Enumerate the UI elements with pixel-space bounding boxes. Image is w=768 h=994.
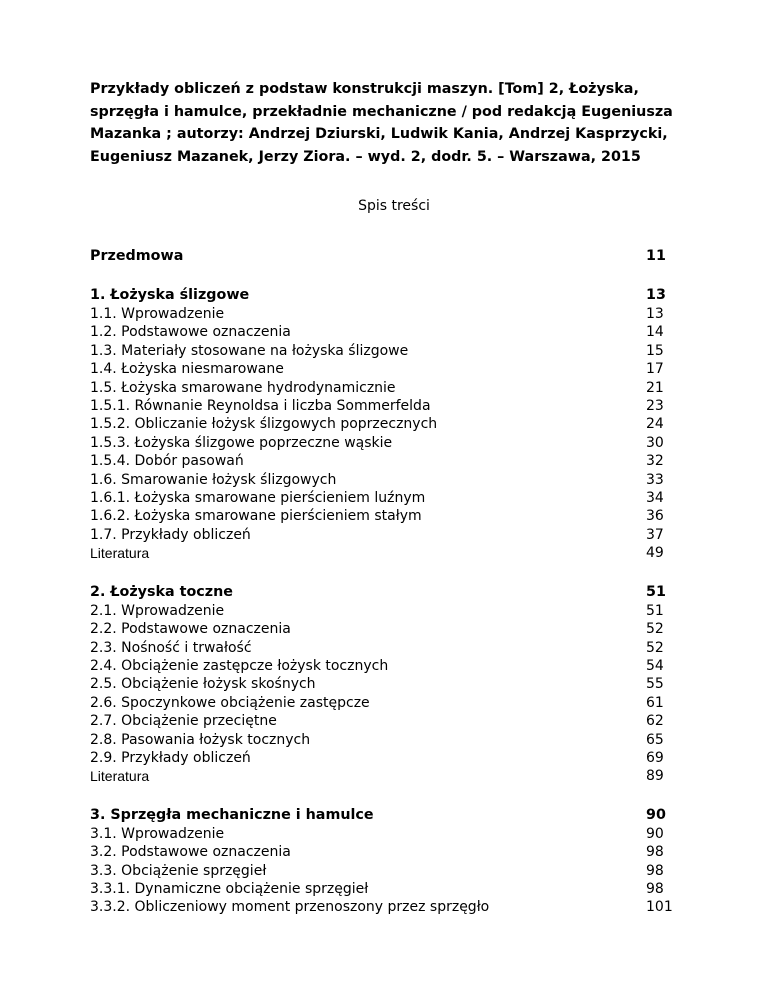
toc-entry	[90, 712, 690, 730]
toc-entry-page: 98	[646, 844, 664, 861]
toc-entry-label: 1.5. Łożyska smarowane hydrodynamicznie	[90, 379, 396, 396]
toc-entry-label: 3.2. Podstawowe oznaczenia	[90, 844, 291, 861]
toc-entry	[90, 825, 690, 843]
toc-chapter-page: 51	[646, 583, 666, 600]
bibliographic-description: Przykłady obliczeń z podstaw konstrukcji maszyn. [Tom] 2, Łożyska, sprzęgła i hamulce, przekładnie mechaniczne / pod redakcją Eugeniusza Mazanka ; autorzy: Andrzej Dziurski, Ludwik Kania, Andrzej Kasprzycki, Eugeniusz Mazanek, Jerzy Ziora. – wyd. 2, dodr. 5. – Warszawa, 2015	[90, 81, 673, 165]
toc-chapters	[90, 285, 690, 917]
toc-entry-page: 30	[646, 434, 664, 451]
toc-entry-label: 2.4. Obciążenie zastępcze łożysk tocznych	[90, 657, 389, 674]
toc-preface-label: Przedmowa	[90, 248, 184, 264]
toc-entry-page: 52	[646, 621, 664, 638]
toc-chapter-heading	[90, 582, 690, 602]
toc-literature-page: 89	[646, 768, 664, 785]
toc-entry-page: 62	[646, 713, 664, 730]
toc-entry-label: 1.6.2. Łożyska smarowane pierścieniem stałym	[90, 508, 422, 525]
toc-entry-page: 61	[646, 694, 664, 711]
toc-entry	[90, 639, 690, 657]
toc-entry	[90, 305, 690, 323]
toc-entry-label: 2.5. Obciążenie łożysk skośnych	[90, 676, 316, 693]
toc-entry-page: 69	[646, 749, 664, 766]
toc-entry-label: 1.5.2. Obliczanie łożysk ślizgowych poprzecznych	[90, 416, 438, 433]
toc-entry	[90, 620, 690, 638]
toc-entry	[90, 731, 690, 749]
toc-entry	[90, 489, 690, 507]
toc-entry	[90, 657, 690, 675]
toc-entry-label: 2.2. Podstawowe oznaczenia	[90, 621, 291, 638]
toc-entry	[90, 397, 690, 415]
toc-entry-page: 98	[646, 862, 664, 879]
toc-literature-entry	[90, 767, 690, 785]
toc-entry-label: 1.4. Łożyska niesmarowane	[90, 361, 284, 378]
toc-entry	[90, 379, 690, 397]
toc-entry	[90, 434, 690, 452]
toc-entry-page: 13	[646, 306, 664, 322]
toc-entry-label: 1.6. Smarowanie łożysk ślizgowych	[90, 471, 337, 488]
toc-entry	[90, 415, 690, 433]
toc-entry-page: 101	[646, 899, 673, 916]
toc-entry-label: 2.8. Pasowania łożysk tocznych	[90, 731, 311, 748]
toc-entry-page: 36	[646, 508, 664, 525]
toc-entry-label: 3.1. Wprowadzenie	[90, 825, 225, 842]
toc-entry-page: 33	[646, 471, 664, 488]
toc-chapter-title: 1. Łożyska ślizgowe	[90, 287, 250, 303]
document-page	[90, 78, 690, 917]
toc-entry	[90, 471, 690, 489]
toc-entry-label: 1.1. Wprowadzenie	[90, 306, 225, 322]
toc-entry-label: 2.9. Przykłady obliczeń	[90, 749, 251, 766]
toc-literature-label: Literatura	[90, 768, 150, 785]
toc-entry-page: 51	[646, 602, 664, 619]
toc-entry-page: 52	[646, 639, 664, 656]
toc-entry-page: 23	[646, 398, 664, 415]
toc-entry-label: 1.3. Materiały stosowane na łożyska ślizgowe	[90, 342, 409, 359]
toc-chapter-title: 2. Łożyska toczne	[90, 583, 233, 600]
toc-preface-row	[90, 246, 690, 266]
toc-entry-page: 15	[646, 342, 664, 359]
toc-entry-label: 1.7. Przykłady obliczeń	[90, 526, 251, 543]
toc-entry-label: 2.3. Nośność i trwałość	[90, 639, 252, 656]
toc-entry	[90, 880, 690, 898]
toc-entry-page: 55	[646, 676, 664, 693]
toc-entry-page: 37	[646, 526, 664, 543]
toc-entry	[90, 526, 690, 544]
toc-chapter-heading	[90, 805, 690, 825]
toc-entry	[90, 694, 690, 712]
toc-entry-label: 3.3. Obciążenie sprzęgieł	[90, 862, 267, 879]
toc-chapter-title: 3. Sprzęgła mechaniczne i hamulce	[90, 806, 374, 823]
toc-entry	[90, 749, 690, 767]
toc-literature-entry	[90, 544, 690, 562]
toc-preface-page: 11	[646, 248, 666, 264]
toc-chapter-page: 13	[646, 287, 666, 303]
toc-entry-page: 90	[646, 825, 664, 842]
toc-entry-label: 3.3.1. Dynamiczne obciążenie sprzęgieł	[90, 880, 369, 897]
toc-entry-label: 3.3.2. Obliczeniowy moment przenoszony przez sprzęgło	[90, 899, 490, 916]
toc-chapter-section	[90, 805, 690, 917]
toc-entry	[90, 862, 690, 880]
toc-entry	[90, 323, 690, 341]
toc-entry-page: 24	[646, 416, 664, 433]
toc-entry	[90, 602, 690, 620]
toc-entry	[90, 898, 690, 916]
toc-literature-label: Literatura	[90, 545, 150, 562]
toc-entry-page: 98	[646, 880, 664, 897]
toc-entry-page: 17	[646, 361, 664, 378]
toc-entry-label: 1.5.3. Łożyska ślizgowe poprzeczne wąskie	[90, 434, 393, 451]
toc-title: Spis treści	[358, 198, 430, 214]
toc-entry-label: 1.5.1. Równanie Reynoldsa i liczba Sommerfelda	[90, 398, 431, 415]
toc-entry	[90, 452, 690, 470]
toc-chapter-page: 90	[646, 806, 666, 823]
toc-entry	[90, 843, 690, 861]
toc-entry-page: 34	[646, 490, 664, 507]
toc-entry-page: 21	[646, 379, 664, 396]
toc-chapter-section	[90, 582, 690, 786]
toc-entry-label: 1.2. Podstawowe oznaczenia	[90, 324, 291, 341]
toc-entry-page: 32	[646, 453, 664, 470]
toc-entry-page: 54	[646, 657, 664, 674]
toc-literature-page: 49	[646, 545, 664, 562]
toc-chapter-section	[90, 285, 690, 563]
toc-entry	[90, 360, 690, 378]
toc-entry	[90, 507, 690, 525]
toc-entry-label: 1.6.1. Łożyska smarowane pierścieniem luźnym	[90, 490, 426, 507]
toc-entry-label: 2.6. Spoczynkowe obciążenie zastępcze	[90, 694, 370, 711]
toc-entry-label: 2.7. Obciążenie przeciętne	[90, 713, 277, 730]
toc-chapter-heading	[90, 285, 690, 305]
toc-entry-page: 14	[646, 324, 664, 341]
toc-entry-label: 2.1. Wprowadzenie	[90, 602, 225, 619]
toc-entry	[90, 675, 690, 693]
toc-entry-label: 1.5.4. Dobór pasowań	[90, 453, 244, 470]
toc-entry-page: 65	[646, 731, 664, 748]
toc-entry	[90, 342, 690, 360]
